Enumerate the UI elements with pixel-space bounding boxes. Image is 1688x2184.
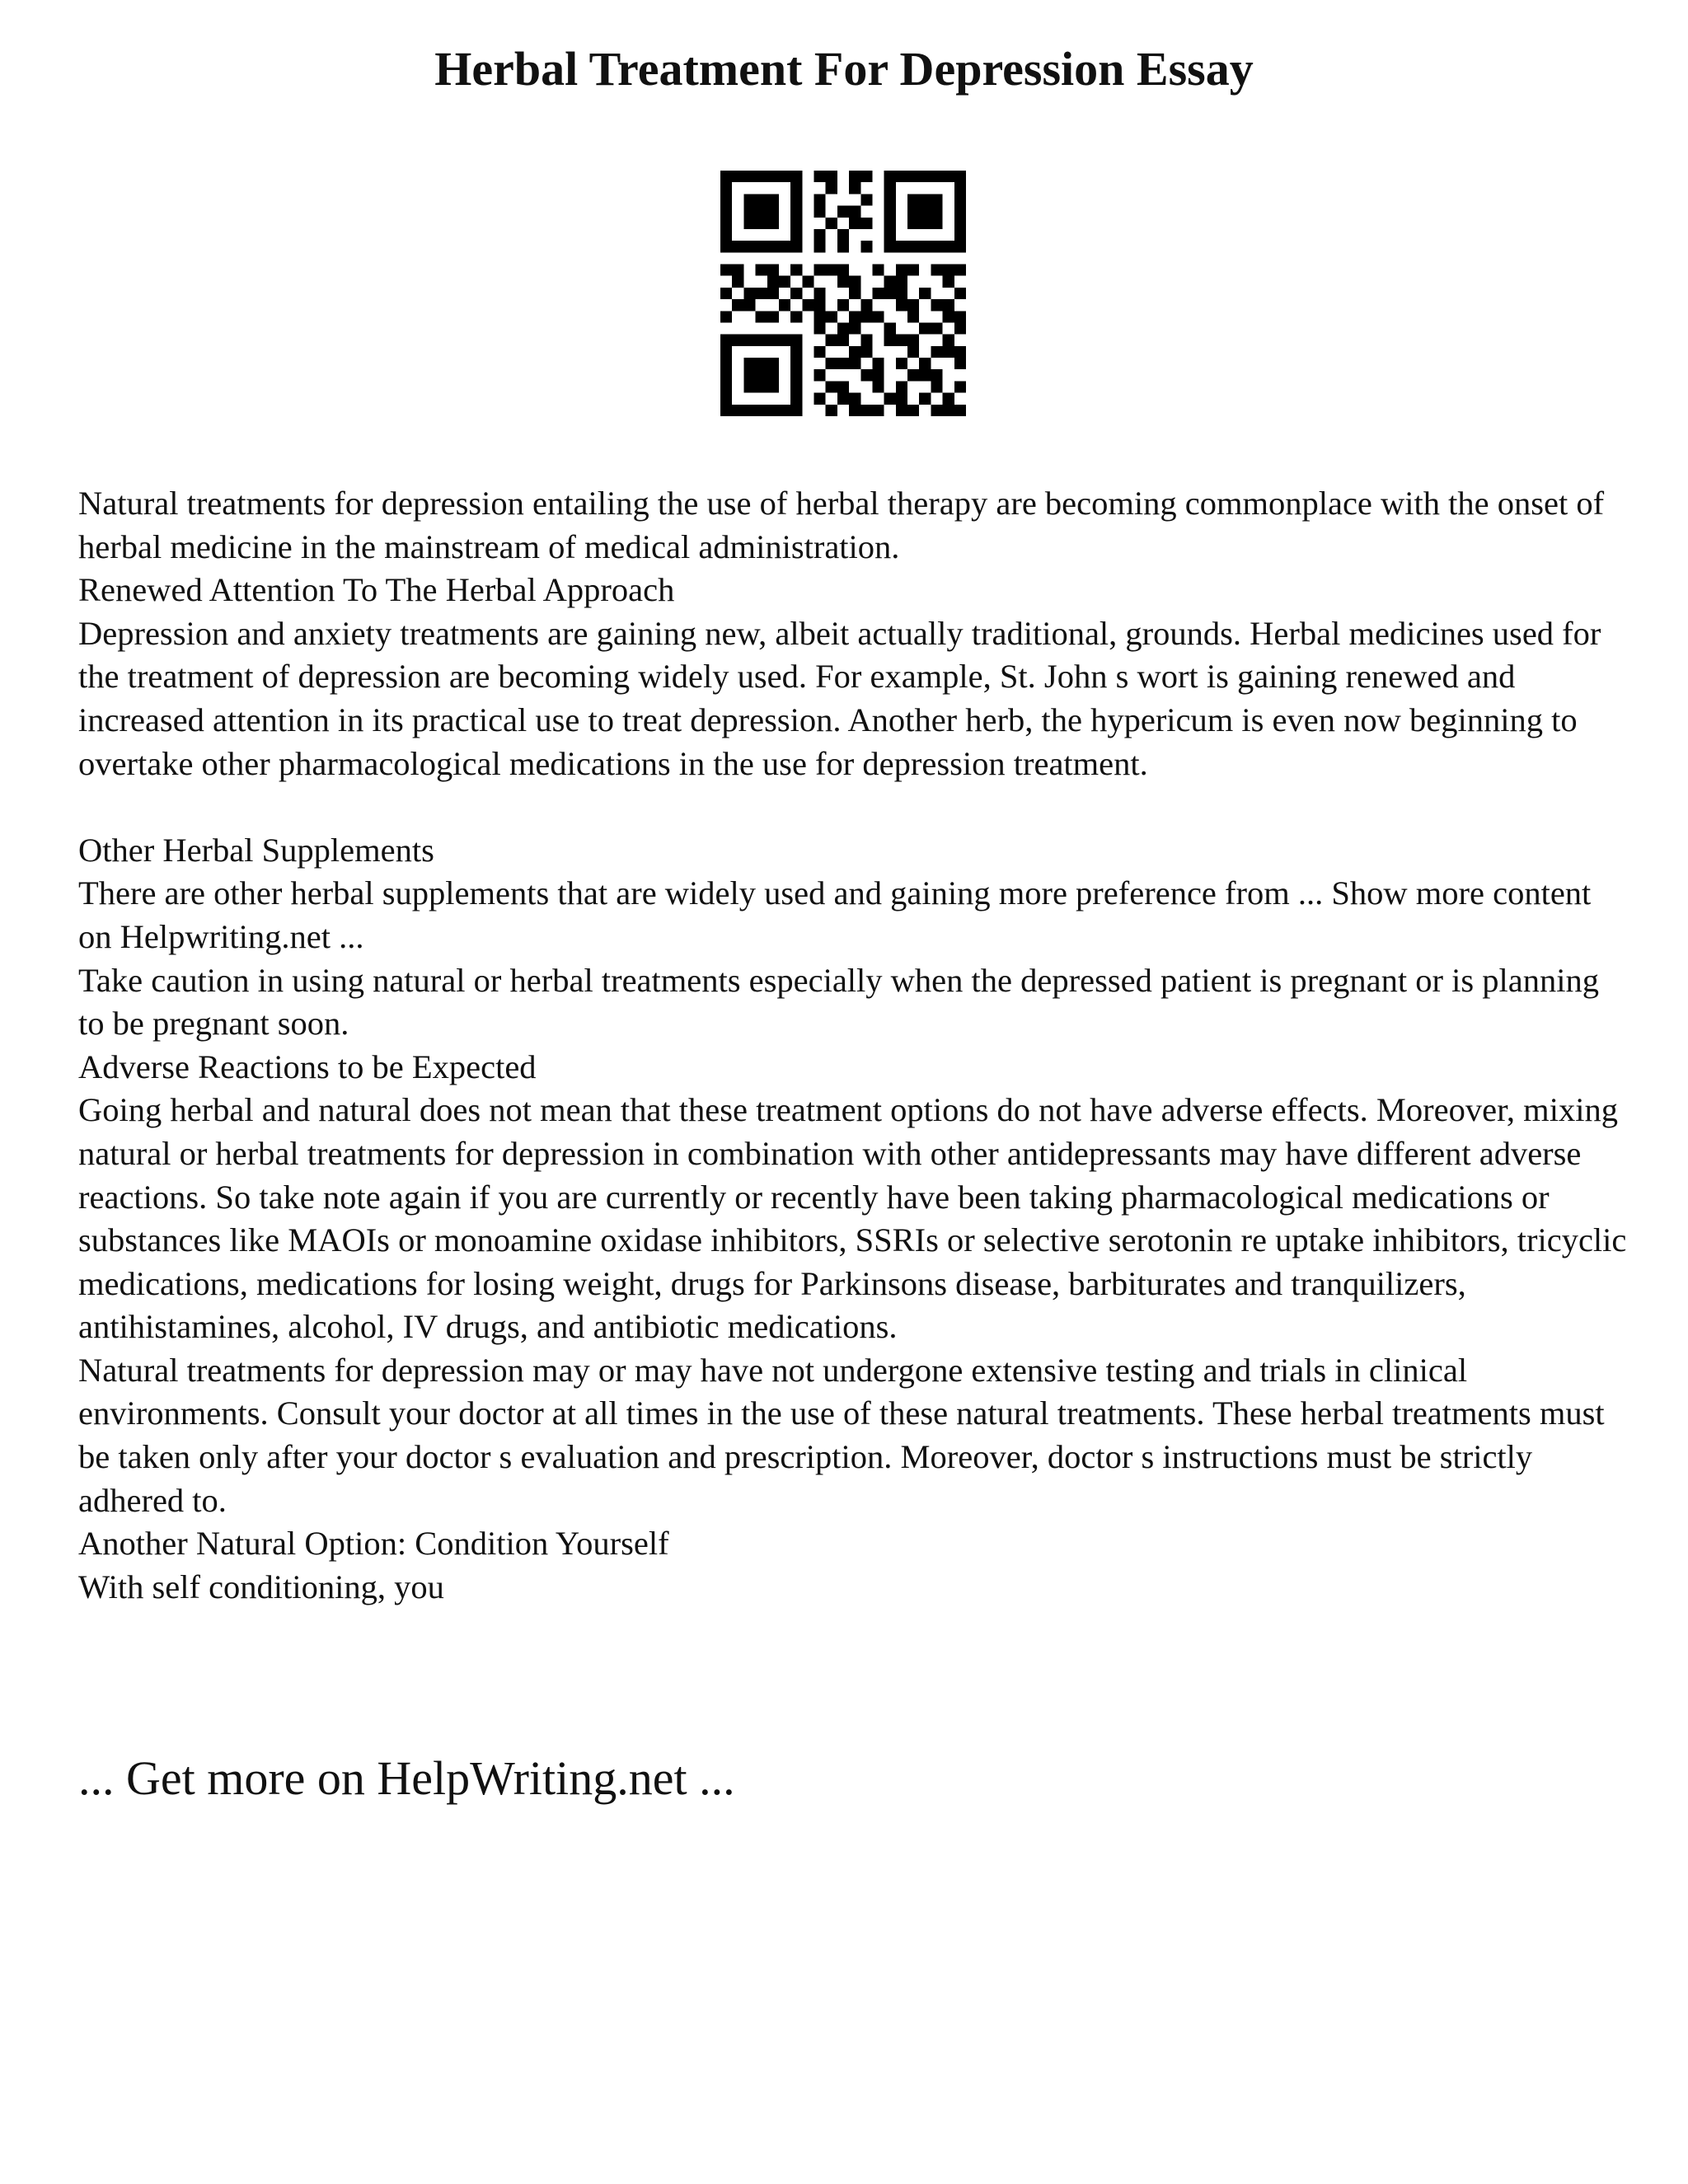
heading-other-supplements: Other Herbal Supplements <box>78 831 434 869</box>
paragraph-spacer <box>78 785 1628 829</box>
paragraph-consult-doctor: Natural treatments for depression may or may have not undergone extensive testing and trials in clinical environments. Consult your doctor at all times in the use of these natural treatments. These herbal treatments must be taken only after your doctor s evaluation and prescription. Moreover, doctor s instructions must be strictly adhered to. <box>78 1351 1605 1519</box>
paragraph-other-supplements: There are other herbal supplements that are widely used and gaining more preference from ... Show more content on Helpwriting.net ... <box>78 874 1592 955</box>
qr-code-icon[interactable] <box>720 171 966 416</box>
essay-body <box>78 482 1628 1609</box>
paragraph-caution: Take caution in using natural or herbal treatments especially when the depressed patient is pregnant or is planning to be pregnant soon. <box>78 961 1599 1043</box>
paragraph-self-conditioning: With self conditioning, you <box>78 1568 444 1605</box>
get-more-link[interactable]: ... Get more on HelpWriting.net ... <box>78 1751 735 1805</box>
paragraph-intro: Natural treatments for depression entailing the use of herbal therapy are becoming commonplace with the onset of herbal medicine in the mainstream of medical administration. <box>78 485 1605 565</box>
page-title: Herbal Treatment For Depression Essay <box>434 42 1254 96</box>
heading-adverse-reactions: Adverse Reactions to be Expected <box>78 1047 537 1085</box>
qr-code-graphic <box>720 171 966 416</box>
heading-condition-yourself: Another Natural Option: Condition Yourself <box>78 1525 669 1563</box>
paragraph-adverse-reactions: Going herbal and natural does not mean that these treatment options do not have adverse effects. Moreover, mixing natural or herbal treatments for depression in combination with other antidepressants may have different adverse reactions. So take note again if you are currently or recently have been taking pharmacological medications or substances like MAOIs or monoamine oxidase inhibitors, SSRIs or selective serotonin re uptake inhibitors, tricyclic medications, medications for losing weight, drugs for Parkinsons disease, barbiturates and tranquilizers, antihistamines, alcohol, IV drugs, and antibiotic medications. <box>78 1091 1627 1346</box>
paragraph-renewed-attention: Depression and anxiety treatments are gaining new, albeit actually traditional, grounds. Herbal medicines used for the treatment of depression are becoming widely used. For example, St. John s wort is gaining renewed and increased attention in its practical use to treat depression. Another herb, the hypericum is even now beginning to overtake other pharmacological medications in the use for depression treatment. <box>78 614 1601 782</box>
heading-renewed-attention: Renewed Attention To The Herbal Approach <box>78 571 675 609</box>
